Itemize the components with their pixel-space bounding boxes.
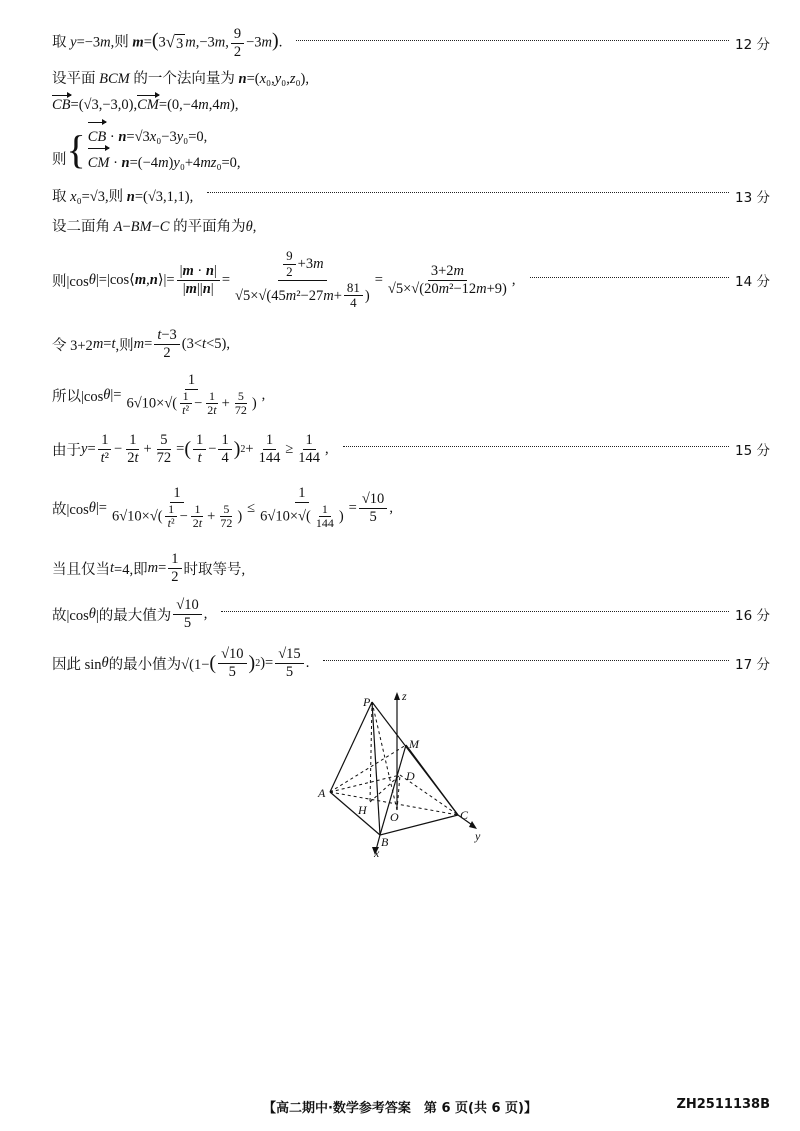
step-12: 取 y=−3m,则 m=(3 √ 3 m,−3m, $\frac{9}{2}$ −3m). 12 分 [52,26,770,60]
step-17: 因此 sin θ 的最小值为√(1− ( $\frac{√10}{5}$ ) 2 )= $\frac{√15}{5}$ . 17 分 [52,646,770,680]
pyramid-figure [310,690,510,860]
score-label: 13 分 [735,189,770,206]
label-x: x [374,846,380,860]
step-13: 取 x₀=√3,则 n=(√3,1,1), 13 分 [52,185,770,206]
page-footer [0,1097,800,1117]
step-dihedral: 设二面角 A−BM−C 的平面角为θ, [52,219,257,235]
step-15: 由于 y = $\frac{1}{\text{t²}}$ − $\frac{1}{2t}$ + $\frac{5}{72}$ = ( $\frac{1}{t}$ − $\frac{1}{4}$ ) 2 + $\frac{1}{144}$ ≥ $\frac{1}{144}$ , 15 分 [52,432,770,466]
label-z: z [402,690,407,703]
label-y: y [475,829,481,843]
score-label: 14 分 [735,274,770,290]
footer-title: 【高二期中·数学参考答案 第 6 页(共 6 页)】 [262,1101,538,1116]
step-normal-vector: 设平面 BCM 的一个法向量为 n=(x₀,y₀,z₀), [52,71,309,87]
label-d: D [406,769,415,783]
label-b: B [381,835,389,849]
step-equality: 当且仅当 t =4,即 m = $\frac{1}{2}$ 时取等号, [52,551,246,585]
label-p: P [363,695,371,709]
step-16: 故|cos θ |的最大值为 $\frac{√10}{5}$ , 16 分 [52,597,770,631]
step-14: 则|cos θ |=|cos⟨ m , n ⟩|= $\frac{|m \cdot n|}{|m||n|}$ = $\frac{9}{2}$ +3m √5×√(45m²−27m+ $\frac{81}{4}$ ) = $\frac{3+2m}{\text{√5×√(20m²−12m+9)}}$ , 14 分 [52,247,770,311]
step-cos-t: 所以|cos θ |= 1 6√10×√( $\frac{1}{\text{t²}}$ − $\frac{1}{2t}$ + $\frac{5}{72}$ ) , [52,372,266,418]
score-label: 17 分 [735,657,770,674]
label-c: C [460,808,469,822]
label-a: A [318,786,326,800]
step-substitution: 令 3+2 m = t ,则 m = $\frac{t-3}{2}$ (3< t <5), [52,327,230,361]
label-h: H [358,803,367,817]
score-label: 16 分 [735,608,770,625]
score-label: 12 分 [735,37,770,54]
label-m: M [409,737,419,751]
footer-code: ZH2511138B [676,1097,770,1112]
score-label: 15 分 [735,443,770,460]
step-inequality: 故|cos θ |= 1 6√10×√( $\frac{1}{\text{t²}}$ − $\frac{1}{2t}$ + $\frac{5}{72}$ ) ≤ 1 6√10×√( $\frac{1}{144}$ ) = $\frac{√10}{5}$ , [52,485,393,531]
label-o: O [390,810,399,824]
step-system: 则 { CB · n=√3x₀−3y₀=0, CM · n=(−4m)y₀+4mz₀=0, [52,124,770,176]
step-vectors: CB=(√3,−3,0),CM=(0,−4m,4m), [52,97,239,113]
